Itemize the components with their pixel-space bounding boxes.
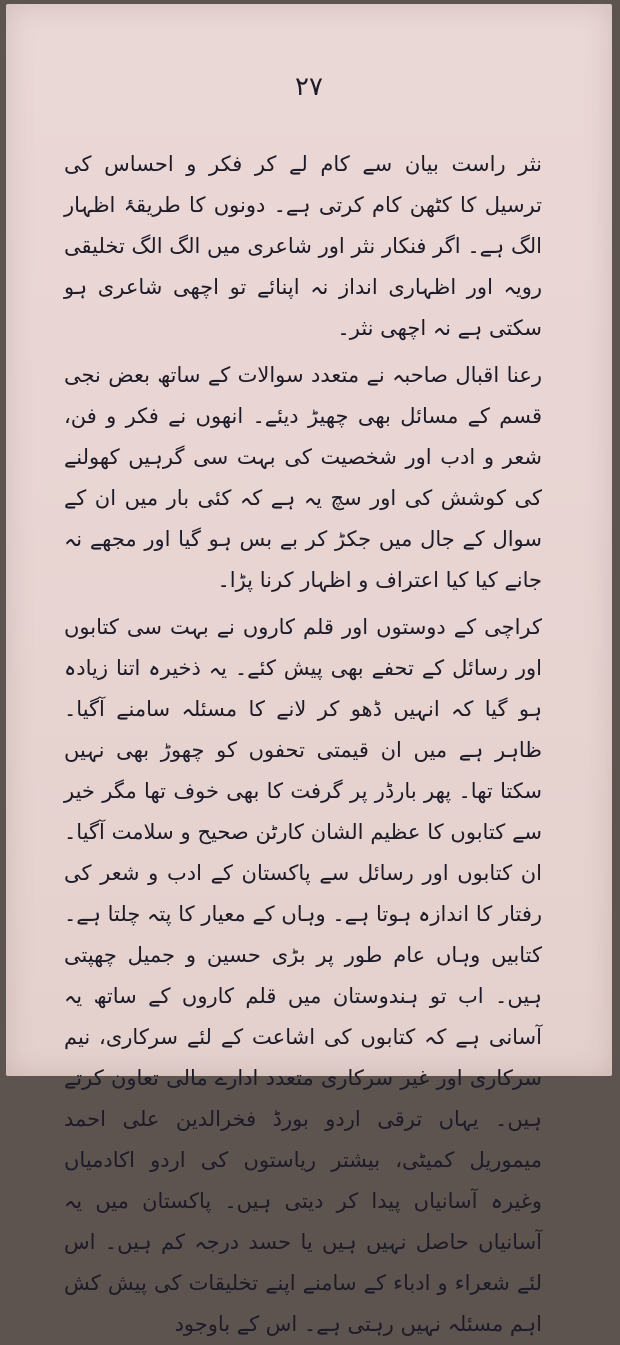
paragraph-2: رعنا اقبال صاحبہ نے متعدد سوالات کے ساتھ بعض نجی قسم کے مسائل بھی چھیڑ دیئے۔ انھوں نے فکر و فن، شعر و ادب اور شخصیت کی بہت سی گرہیں کھولنے کی کوشش کی اور سچ یہ ہے کہ کئی بار میں ان کے سوال کے جال میں جکڑ کر بے بس ہو گیا اور مجھے نہ جانے کیا کیا اعتراف و اظہار کرنا پڑا۔ xyxy=(64,363,542,592)
page-body-text xyxy=(64,144,542,1345)
page-number: ۲۷ xyxy=(295,72,323,102)
paragraph-1: نثر راست بیان سے کام لے کر فکر و احساس کی ترسیل کا کٹھن کام کرتی ہے۔ دونوں کا طریقۂ اظہار الگ ہے۔ اگر فنکار نثر اور شاعری میں الگ الگ تخلیقی رویہ اور اظہاری انداز نہ اپنائے تو اچھی شاعری ہو سکتی ہے نہ اچھی نثر۔ xyxy=(64,152,542,340)
paragraph-3: کراچی کے دوستوں اور قلم کاروں نے بہت سی کتابوں اور رسائل کے تحفے بھی پیش کئے۔ یہ ذخیرہ اتنا زیادہ ہو گیا کہ انہیں ڈھو کر لانے کا مسئلہ سامنے آگیا۔ ظاہر ہے میں ان قیمتی تحفوں کو چھوڑ بھی نہیں سکتا تھا۔ پھر بارڈر پر گرفت کا بھی خوف تھا مگر خیر سے کتابوں کا عظیم الشان کارٹن صحیح و سلامت آگیا۔ ان کتابوں اور رسائل سے پاکستان کے ادب و شعر کی رفتار کا اندازہ ہوتا ہے۔ وہاں کے معیار کا پتہ چلتا ہے۔ کتابیں وہاں عام طور پر بڑی حسین و جمیل چھپتی ہیں۔ اب تو ہندوستان میں قلم کاروں کے ساتھ یہ آسانی ہے کہ کتابوں کی اشاعت کے لئے سرکاری، نیم سرکاری اور غیر سرکاری متعدد ادارے مالی تعاون کرتے ہیں۔ یہاں ترقی اردو بورڈ فخرالدین علی احمد میموریل کمیٹی، بیشتر ریاستوں کی اردو اکادمیاں وغیرہ آسانیاں پیدا کر دیتی ہیں۔ پاکستان میں یہ آسانیاں حاصل نہیں ہیں یا حسد درجہ کم ہیں۔ اس لئے شعراء و ادباء کے سامنے اپنے تخلیقات کی پیش کش اہم مسئلہ نہیں رہتی ہے۔ اس کے باوجود xyxy=(64,615,542,1336)
book-page xyxy=(6,4,612,1336)
